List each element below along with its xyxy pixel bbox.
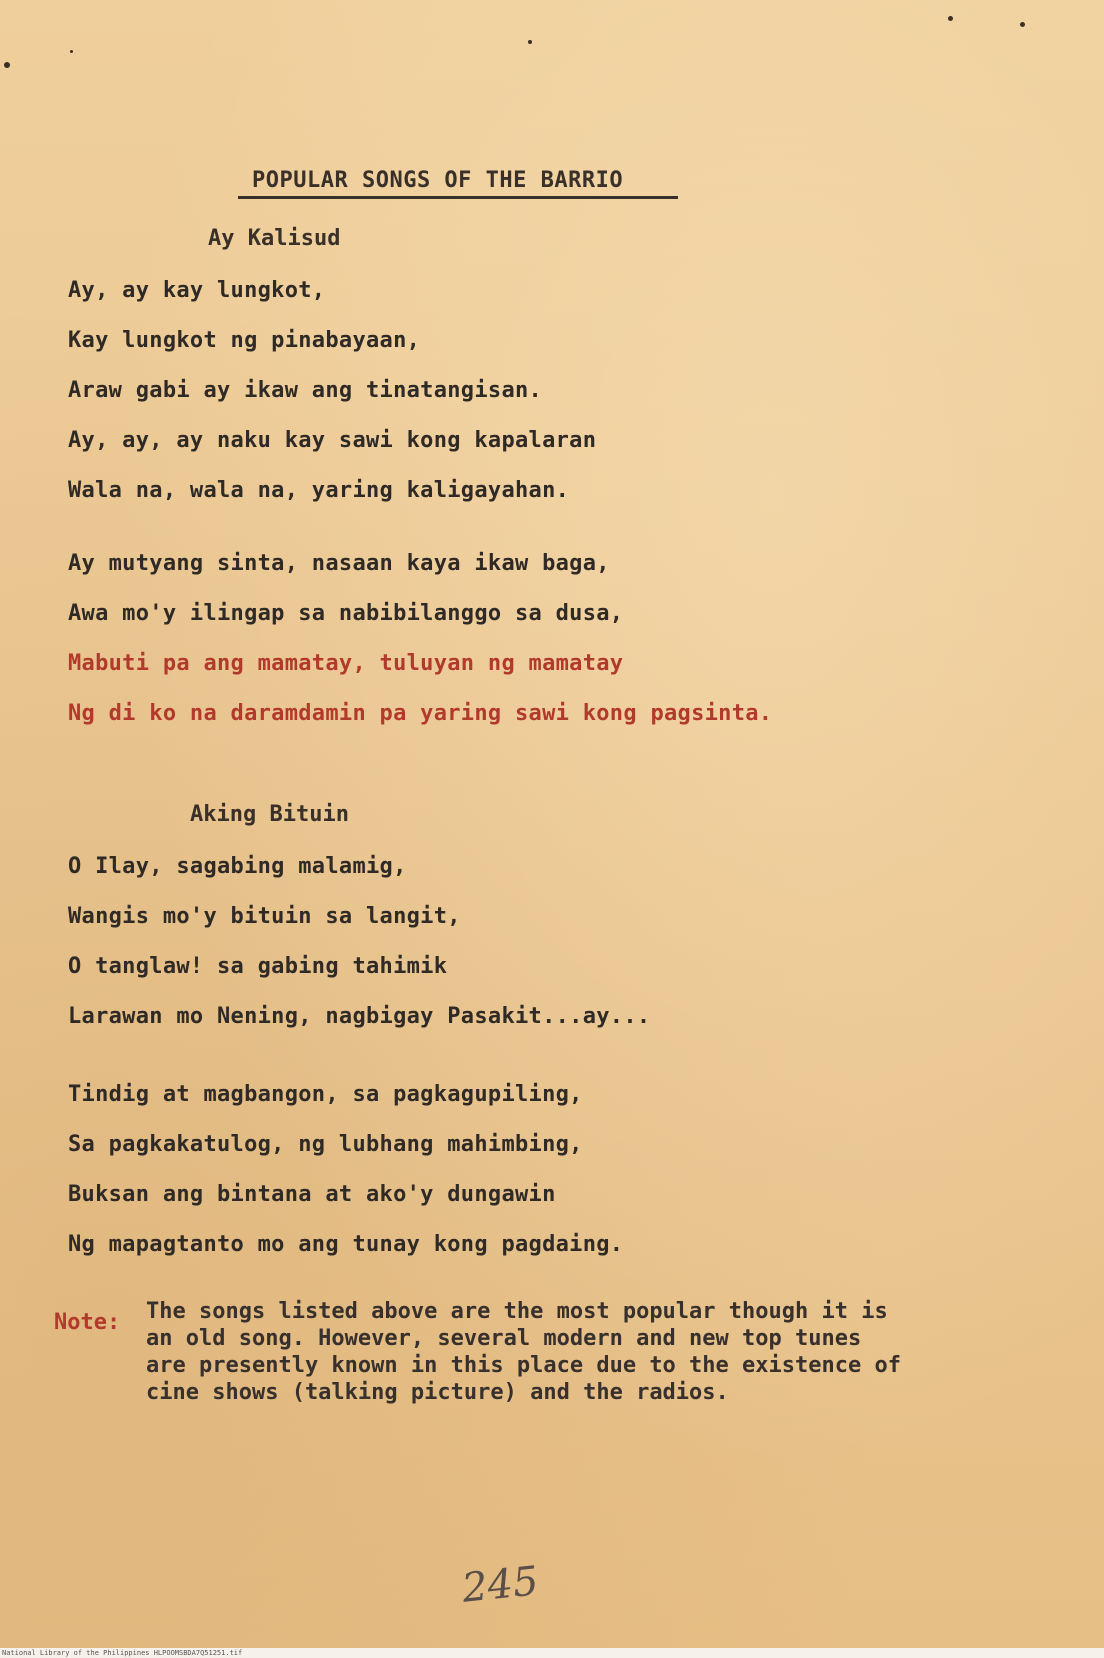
note-line: an old song. However, several modern and new top tunes — [146, 1326, 862, 1351]
song-title-aking-bituin: Aking Bituin — [190, 802, 349, 827]
note-line: cine shows (talking picture) and the radios. — [146, 1380, 729, 1405]
lyric-line: Ay, ay, ay naku kay sawi kong kapalaran — [68, 428, 597, 453]
song-title-ay-kalisud: Ay Kalisud — [208, 226, 341, 251]
title-underline — [238, 196, 678, 199]
note-text — [146, 1298, 901, 1406]
song-2-stanza-2 — [68, 1070, 623, 1270]
song-1-stanza-2 — [68, 539, 772, 739]
song-1-stanza-1 — [68, 266, 596, 516]
lyric-line: Buksan ang bintana at ako'y dungawin — [68, 1182, 556, 1207]
ink-speck — [4, 62, 10, 68]
lyric-line: O Ilay, sagabing malamig, — [68, 854, 407, 879]
scan-footer-caption: National Library of the Philippines HLPOOMSBDA7Q51251.tif — [2, 1649, 243, 1657]
lyric-line: Kay lungkot ng pinabayaan, — [68, 328, 421, 353]
page-title: POPULAR SONGS OF THE BARRIO — [252, 168, 624, 193]
lyric-line: Tindig at magbangon, sa pagkagupiling, — [68, 1082, 583, 1107]
lyric-line: Awa mo'y ilingap sa nabibilanggo sa dusa, — [68, 601, 624, 626]
note-label: Note: — [54, 1310, 121, 1335]
note-line: are presently known in this place due to the existence of — [146, 1353, 901, 1378]
lyric-line: Sa pagkakatulog, ng lubhang mahimbing, — [68, 1132, 583, 1157]
lyric-line: Araw gabi ay ikaw ang tinatangisan. — [68, 378, 543, 403]
lyric-line: Ay mutyang sinta, nasaan kaya ikaw baga, — [68, 551, 610, 576]
ink-speck — [1020, 22, 1025, 27]
lyric-line: Ng mapagtanto mo ang tunay kong pagdaing. — [68, 1232, 624, 1257]
lyric-line: Ng di ko na daramdamin pa yaring sawi kong pagsinta. — [68, 701, 773, 726]
note-line: The songs listed above are the most popular though it is — [146, 1299, 888, 1324]
lyric-line: Larawan mo Nening, nagbigay Pasakit...ay... — [68, 1004, 651, 1029]
lyric-line: Ay, ay kay lungkot, — [68, 278, 326, 303]
lyric-line: Wala na, wala na, yaring kaligayahan. — [68, 478, 570, 503]
lyric-line: Mabuti pa ang mamatay, tuluyan ng mamatay — [68, 651, 624, 676]
ink-speck — [528, 40, 532, 44]
ink-speck — [70, 50, 73, 53]
lyric-line: O tanglaw! sa gabing tahimik — [68, 954, 448, 979]
handwritten-page-number: 245 — [459, 1558, 541, 1612]
ink-speck — [948, 16, 953, 21]
song-2-stanza-1 — [68, 842, 650, 1042]
lyric-line: Wangis mo'y bituin sa langit, — [68, 904, 461, 929]
